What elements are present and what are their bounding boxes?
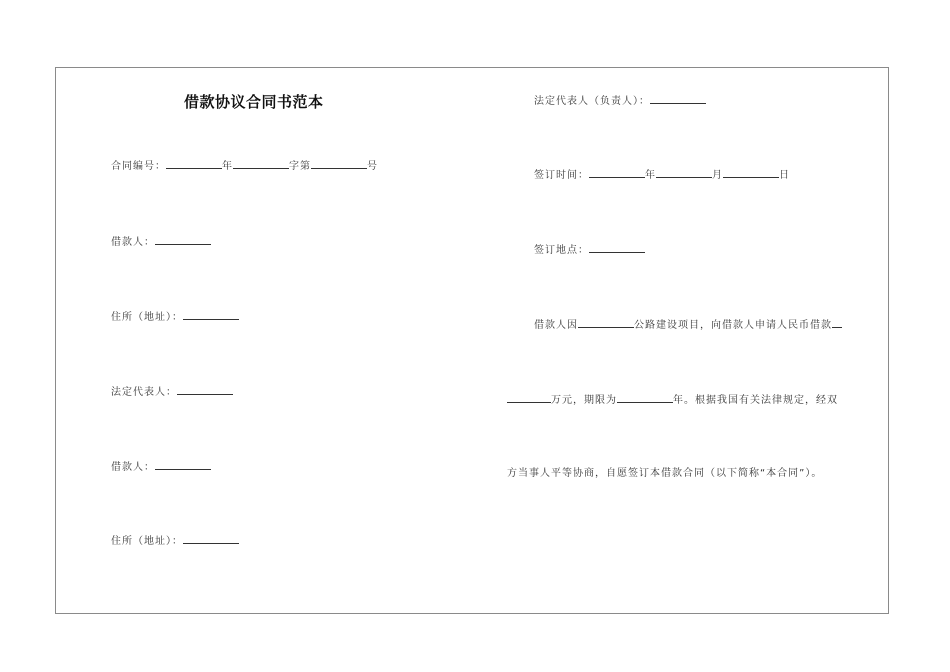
document-title: 借款协议合同书范本 <box>184 93 324 111</box>
address-label-1: 住所（地址）： <box>111 312 183 323</box>
paragraph-line-1-b: 公路建设项目，向借款人申请人民币借款 <box>634 320 832 331</box>
loan-amount-blank-end[interactable] <box>507 393 551 403</box>
contract-number-hao: 号 <box>367 161 378 172</box>
sign-time-month: 月 <box>712 170 723 181</box>
legal-rep-line <box>111 385 233 400</box>
borrower-blank-1[interactable] <box>155 235 211 245</box>
paragraph-line-1 <box>534 318 842 333</box>
paragraph-line-3-text: 方当事人平等协商，自愿签订本借款合同（以下简称“本合同”）。 <box>507 468 823 479</box>
sign-place-line <box>534 243 645 258</box>
sign-place-blank[interactable] <box>589 243 645 253</box>
term-blank[interactable] <box>617 393 673 403</box>
contract-number-line <box>111 159 378 174</box>
sign-time-year: 年 <box>645 170 656 181</box>
legal-rep-responsible-label: 法定代表人（负责人）： <box>534 96 650 107</box>
contract-number-year: 年 <box>222 161 233 172</box>
legal-rep-blank[interactable] <box>177 385 233 395</box>
borrower-line-1 <box>111 235 211 250</box>
page-frame <box>55 67 889 614</box>
paragraph-line-3 <box>507 467 822 481</box>
paragraph-line-2-b: 年。根据我国有关法律规定，经双 <box>673 395 838 406</box>
paragraph-line-2 <box>507 393 838 408</box>
address-label-2: 住所（地址）： <box>111 536 183 547</box>
sign-time-line <box>534 168 790 183</box>
contract-number-blank-3[interactable] <box>311 159 367 169</box>
paragraph-line-1-a: 借款人因 <box>534 320 578 331</box>
legal-rep-responsible-line <box>534 94 706 109</box>
contract-number-blank-1[interactable] <box>166 159 222 169</box>
borrower-label-1: 借款人： <box>111 237 155 248</box>
sign-time-label: 签订时间： <box>534 170 589 181</box>
address-line-2 <box>111 534 239 549</box>
borrower-line-2 <box>111 460 211 475</box>
borrower-label-2: 借款人： <box>111 462 155 473</box>
contract-number-zidi: 字第 <box>289 161 311 172</box>
paragraph-line-2-a: 万元，期限为 <box>551 395 617 406</box>
sign-time-year-blank[interactable] <box>589 168 645 178</box>
sign-time-day: 日 <box>779 170 790 181</box>
address-line-1 <box>111 310 239 325</box>
sign-time-day-blank[interactable] <box>723 168 779 178</box>
address-blank-1[interactable] <box>183 310 239 320</box>
contract-number-blank-2[interactable] <box>233 159 289 169</box>
sign-place-label: 签订地点： <box>534 245 589 256</box>
loan-amount-blank-start[interactable] <box>832 318 842 328</box>
legal-rep-label: 法定代表人： <box>111 387 177 398</box>
project-blank[interactable] <box>578 318 634 328</box>
sign-time-month-blank[interactable] <box>656 168 712 178</box>
legal-rep-responsible-blank[interactable] <box>650 94 706 104</box>
address-blank-2[interactable] <box>183 534 239 544</box>
contract-number-label: 合同编号： <box>111 161 166 172</box>
borrower-blank-2[interactable] <box>155 460 211 470</box>
